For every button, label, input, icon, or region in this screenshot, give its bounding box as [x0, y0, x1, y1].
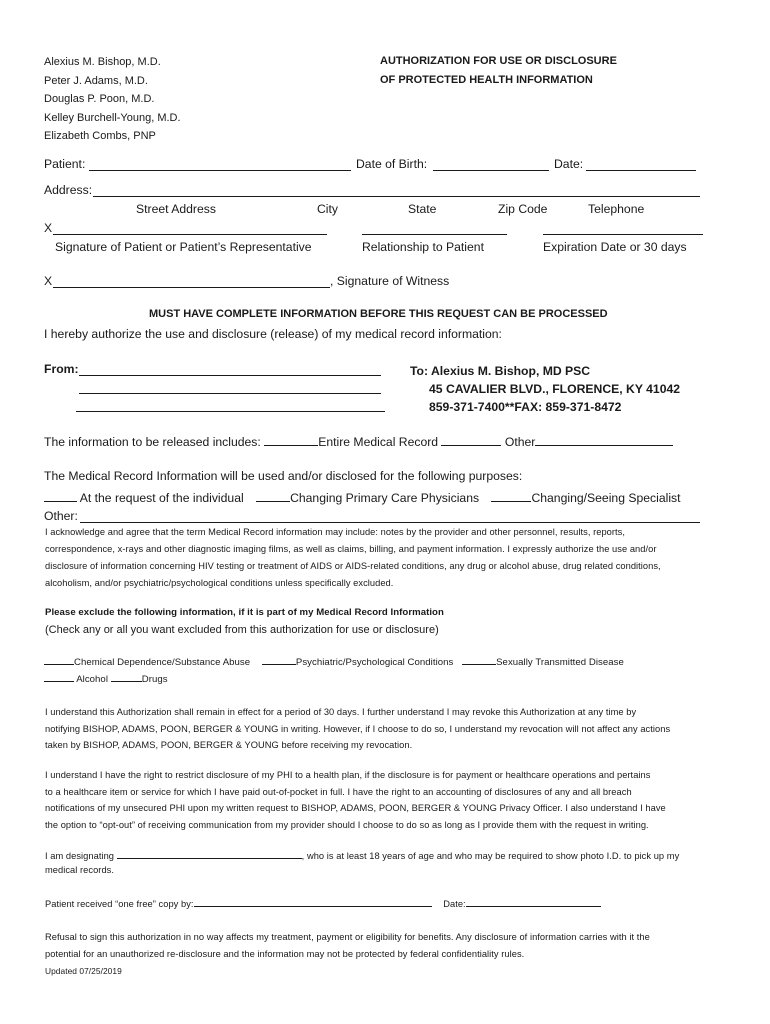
other-check[interactable]: [441, 434, 501, 446]
telephone-label: Telephone: [588, 202, 645, 216]
recipient-address: 45 CAVALIER BLVD., FLORENCE, KY 41042: [429, 382, 681, 396]
one-free-copy-lead: Patient received “one free” copy by:: [45, 899, 194, 909]
dob-field[interactable]: [433, 170, 549, 171]
paragraph-line: the option to “opt-out” of receiving communication from my provider should I choose to do so as long as I provide them with the request in writing.: [45, 819, 649, 830]
from-label: From:: [44, 362, 79, 376]
purpose-pcp-label: Changing Primary Care Physicians: [290, 491, 480, 505]
acknowledge-paragraph: [45, 524, 727, 592]
one-free-date-label: Date:: [443, 899, 466, 909]
exclude-drugs-label: Drugs: [141, 674, 168, 685]
paragraph-line: [45, 946, 727, 980]
purpose-individual-check[interactable]: [44, 490, 77, 502]
relationship-field[interactable]: [362, 234, 507, 235]
purpose-individual-label: At the request of the individual: [79, 491, 244, 505]
paragraph-line: taken by BISHOP, ADAMS, POON, BERGER & YOUNG before receiving my revocation.: [45, 740, 413, 750]
date-field[interactable]: [586, 170, 696, 171]
signature-x-mark: X: [44, 221, 53, 235]
paragraph-line: correspondence, x-rays and other diagnostic imaging films, as well as claims, billing, and payment information. I expressly authorize the use and/or: [45, 544, 657, 554]
paragraph-line: I understand I have the right to restrict disclosure of my PHI to a health plan, if the disclosure is for payment or healthcare operations and pertains: [45, 770, 651, 780]
designee-field[interactable]: [117, 849, 302, 859]
designating-rest: , who is at least 18 years of age and who may be required to show photo I.D. to pick up my: [301, 851, 680, 861]
paragraph-line: I acknowledge and agree that the term Medical Record information may include: notes by the provider and other personnel, results, reports,: [45, 527, 626, 537]
recipient-name: To: Alexius M. Bishop, MD PSC: [410, 364, 591, 378]
exclude-alcohol-check[interactable]: [44, 672, 74, 682]
exclude-std-check[interactable]: [462, 655, 496, 665]
entire-record-check[interactable]: [264, 434, 318, 446]
purpose-pcp-check[interactable]: [256, 490, 290, 502]
paragraph-line: alcoholism, and/or psychiatric/psychological conditions unless specifically excluded.: [45, 578, 394, 588]
provider-name: Alexius M. Bishop, M.D.: [44, 56, 161, 68]
entire-record-label: Entire Medical Record: [318, 435, 439, 449]
purpose-specialist-check[interactable]: [491, 490, 531, 502]
patient-field[interactable]: [89, 170, 351, 171]
witness-x-mark: X: [44, 274, 53, 288]
purpose-other-label: Other:: [44, 509, 78, 523]
refusal-line-2: potential for an unauthorized re-disclosure and the information may not be protected by federal confidentiality rules.: [45, 949, 525, 959]
witness-signature-label: , Signature of Witness: [330, 274, 450, 288]
paragraph-line: disclosure of information concerning HIV testing or treatment of AIDS or AIDS-related conditions, any drug or alcohol abuse, drug related conditions,: [45, 561, 661, 571]
other-label: Other: [504, 435, 536, 449]
revocation-paragraph: [45, 704, 727, 754]
address-field[interactable]: [93, 196, 700, 197]
from-field-line-3[interactable]: [76, 411, 385, 412]
paragraph-line: notifying BISHOP, ADAMS, POON, BERGER & YOUNG in writing. However, if I choose to do so, I understand my revocation will not affect any actions: [45, 723, 671, 734]
exclude-alcohol-label: Alcohol: [76, 674, 109, 685]
paragraph-line: to a healthcare item or service for which I have paid out-of-pocket in full. I have the right to an accounting of disclosures of any and all breach: [45, 786, 632, 797]
state-label: State: [408, 202, 437, 216]
patient-label: Patient:: [44, 157, 86, 171]
relationship-label: Relationship to Patient: [362, 240, 484, 254]
expiration-label: Expiration Date or 30 days: [543, 240, 687, 254]
provider-name: Peter J. Adams, M.D.: [44, 74, 148, 87]
patient-signature-label: Signature of Patient or Patient’s Representative: [55, 240, 312, 254]
title-line-1: AUTHORIZATION FOR USE OR DISCLOSURE: [380, 55, 617, 67]
exclude-std-label: Sexually Transmitted Disease: [496, 657, 624, 668]
exclude-options-row-1: [44, 655, 624, 668]
patient-signature-field[interactable]: [53, 234, 327, 235]
exclude-heading: Please exclude the following information, if it is part of my Medical Record Information: [45, 607, 444, 618]
expiration-field[interactable]: [543, 234, 703, 235]
updated-date: Updated 07/25/2019: [45, 966, 122, 976]
exclude-psychiatric-check[interactable]: [262, 655, 296, 665]
provider-list: [44, 53, 181, 146]
purpose-specialist-label: Changing/Seeing Specialist: [531, 491, 681, 505]
other-field[interactable]: [535, 434, 673, 446]
one-free-copy-row: [45, 897, 601, 909]
exclude-drugs-check[interactable]: [111, 672, 142, 682]
form-title: [380, 52, 617, 90]
one-free-date-field[interactable]: [466, 897, 601, 907]
title-line-2: OF PROTECTED HEALTH INFORMATION: [380, 74, 593, 86]
witness-signature-field[interactable]: [53, 287, 330, 288]
authorize-statement: I hereby authorize the use and disclosure (release) of my medical record information:: [44, 327, 502, 341]
released-includes-row: [44, 434, 673, 449]
zip-code-label: Zip Code: [498, 202, 548, 216]
designating-lead: I am designating: [45, 851, 115, 861]
recipient-block: [410, 362, 680, 416]
purposes-options-row: [44, 490, 681, 505]
phi-rights-paragraph: [45, 767, 727, 833]
paragraph-line: I understand this Authorization shall remain in effect for a period of 30 days. I further understand I may revoke this Authorization at any time by: [45, 707, 637, 717]
exclude-options-row-2: [44, 672, 168, 685]
provider-name: Douglas P. Poon, M.D.: [44, 93, 155, 105]
designating-line-2: medical records.: [45, 865, 115, 875]
from-field-line-2[interactable]: [79, 393, 381, 394]
exclude-chemical-check[interactable]: [44, 655, 74, 665]
provider-name: Elizabeth Combs, PNP: [44, 130, 156, 142]
exclude-chemical-label: Chemical Dependence/Substance Abuse: [74, 657, 251, 668]
purpose-other-field[interactable]: [80, 522, 700, 523]
paragraph-line: Refusal to sign this authorization in no way affects my treatment, payment or eligibility for benefits. Any disclosure of information carries with it the: [45, 932, 650, 942]
released-lead: The information to be released includes:: [44, 435, 261, 449]
address-label: Address:: [44, 183, 93, 197]
refusal-paragraph: [45, 929, 727, 980]
city-label: City: [317, 202, 338, 216]
one-free-copy-field[interactable]: [194, 897, 432, 907]
must-have-notice: MUST HAVE COMPLETE INFORMATION BEFORE THIS REQUEST CAN BE PROCESSED: [149, 308, 608, 320]
date-label: Date:: [554, 157, 584, 171]
designating-row: [45, 849, 679, 861]
paragraph-line: notifications of my unsecured PHI upon my written request to BISHOP, ADAMS, POON, BERGER & YOUNG Privacy Officer. I also understand I have: [45, 803, 666, 813]
exclude-subheading: (Check any or all you want excluded from this authorization for use or disclosure): [45, 624, 439, 636]
purposes-lead: The Medical Record Information will be used and/or disclosed for the following purposes:: [44, 469, 523, 483]
dob-label: Date of Birth:: [356, 157, 428, 171]
provider-name: Kelley Burchell-Young, M.D.: [44, 111, 181, 124]
from-field-line-1[interactable]: [79, 375, 381, 376]
recipient-phone-fax: 859-371-7400**FAX: 859-371-8472: [429, 400, 622, 414]
exclude-psychiatric-label: Psychiatric/Psychological Conditions: [295, 657, 454, 668]
street-address-label: Street Address: [136, 202, 216, 216]
